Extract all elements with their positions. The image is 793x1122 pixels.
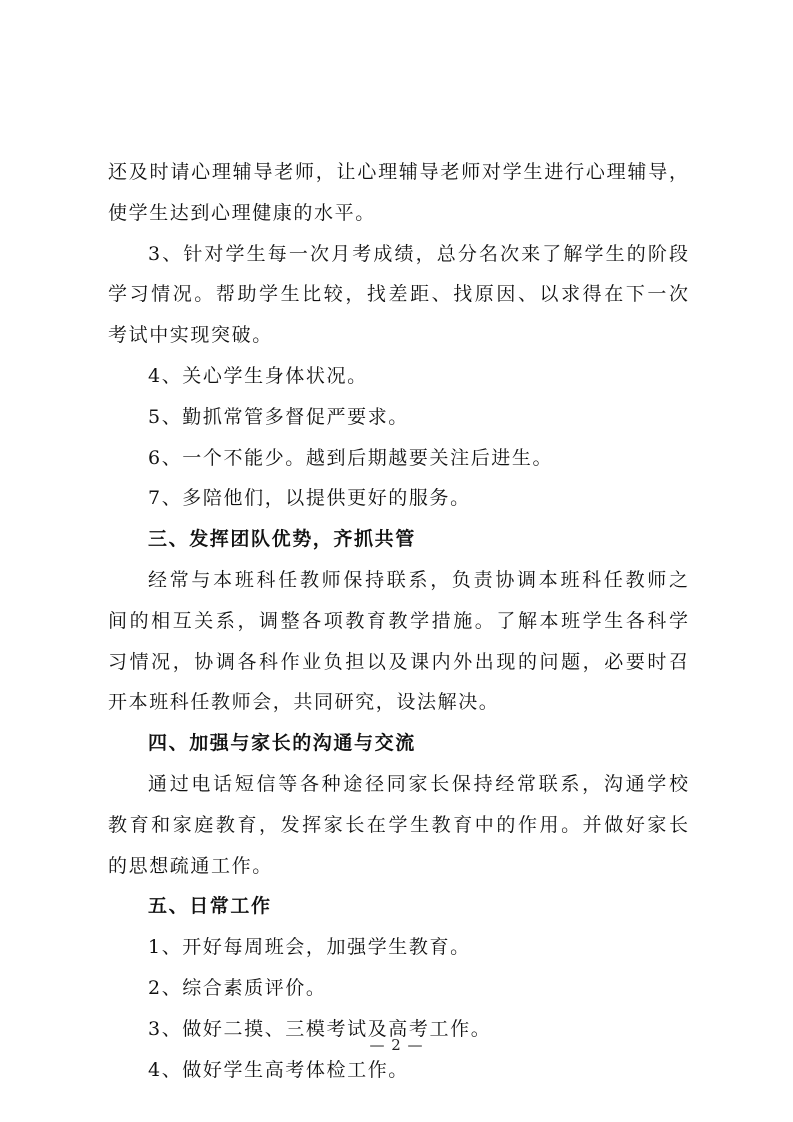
- list-item: 6、一个不能少。越到后期越要关注后进生。: [148, 446, 554, 469]
- list-item: 2、综合素质评价。: [148, 976, 327, 999]
- paragraph-line: 开本班科任教师会，共同研究，设法解决。: [108, 691, 500, 714]
- section-heading: 四、加强与家长的沟通与交流: [148, 732, 416, 755]
- paragraph-line: 习情况，协调各科作业负担以及课内外出现的问题，必要时召: [108, 650, 688, 673]
- list-item: 4、关心学生身体状况。: [148, 364, 368, 387]
- paragraph-line: 3、针对学生每一次月考成绩，总分名次来了解学生的阶段: [148, 242, 688, 265]
- paragraph-line: 学习情况。帮助学生比较，找差距、找原因、以求得在下一次: [108, 283, 688, 306]
- list-item: 4、做好学生高考体检工作。: [148, 1058, 409, 1081]
- paragraph-line: 使学生达到心理健康的水平。: [108, 201, 376, 224]
- paragraph-line: 的思想疏通工作。: [108, 854, 273, 877]
- paragraph-line: 还及时请心理辅导老师，让心理辅导老师对学生进行心理辅导，: [108, 161, 688, 183]
- paragraph-line: 间的相互关系，调整各项教育教学措施。了解本班学生各科学: [108, 609, 688, 632]
- list-item: 5、勤抓常管多督促严要求。: [148, 405, 409, 428]
- list-item: 1、开好每周班会，加强学生教育。: [148, 936, 471, 959]
- paragraph-line: 经常与本班科任教师保持联系，负责协调本班科任教师之: [148, 568, 688, 591]
- section-heading: 五、日常工作: [148, 895, 272, 918]
- list-item: 7、多陪他们，以提供更好的服务。: [148, 487, 471, 510]
- list-item: 3、做好二摸、三模考试及高考工作。: [148, 1017, 492, 1040]
- section-heading: 三、发挥团队优势，齐抓共管: [148, 528, 416, 551]
- paragraph-line: 教育和家庭教育，发挥家长在学生教育中的作用。并做好家长: [108, 813, 688, 836]
- page-number: — 2 —: [369, 1036, 424, 1054]
- paragraph-line: 通过电话短信等各种途径同家长保持经常联系，沟通学校: [148, 772, 688, 795]
- body-text: [108, 152, 688, 1090]
- paragraph-line: 考试中实现突破。: [108, 324, 273, 347]
